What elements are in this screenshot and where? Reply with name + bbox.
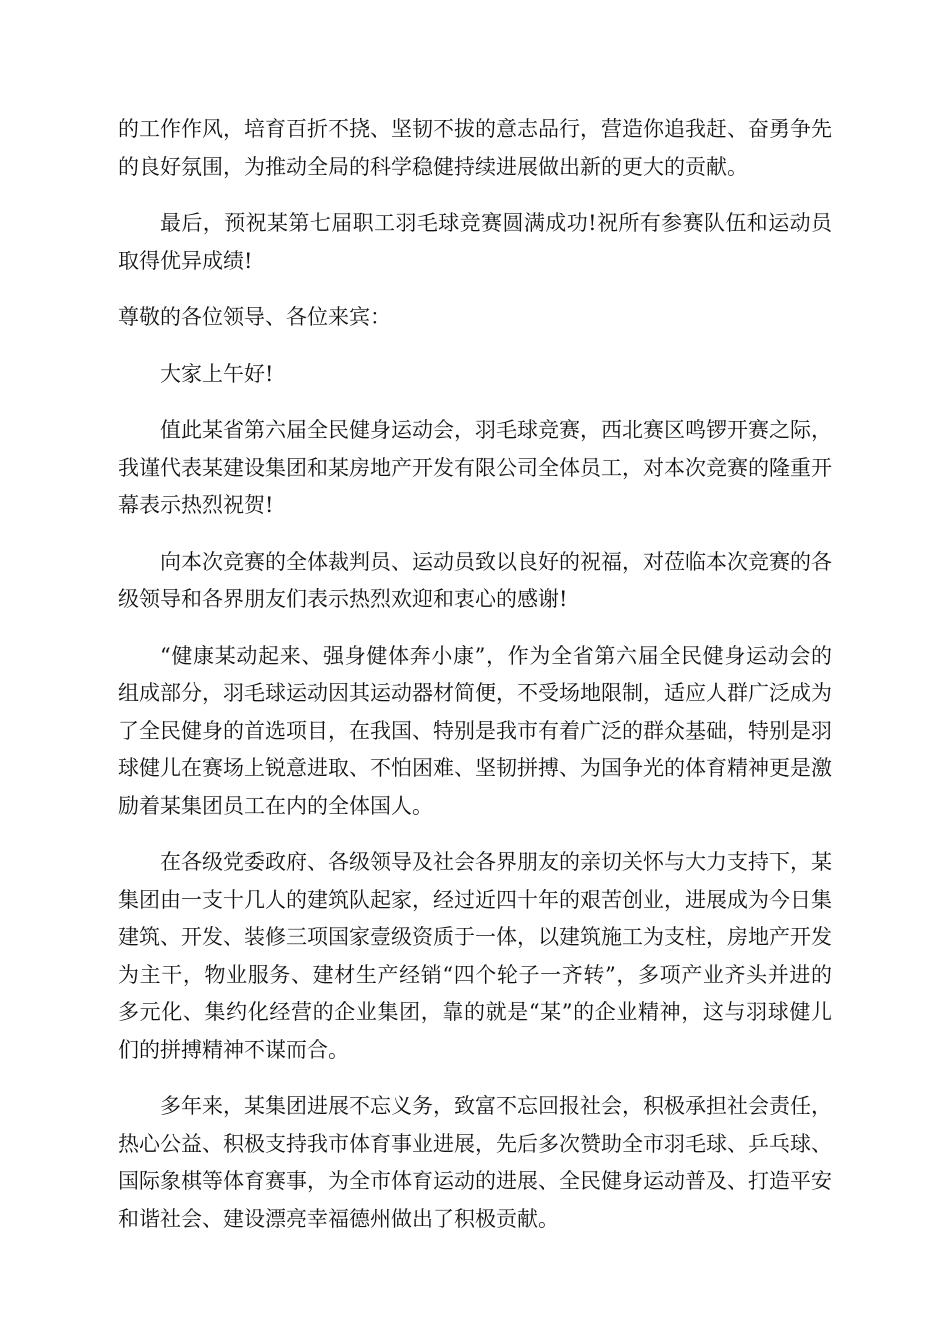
paragraph-badminton: “健康某动起来、强身健体奔小康”，作为全省第六届全民健身运动会的组成部分，羽毛球运动因其运动器材简便，不受场地限制，适应人群广泛成为了全民健身的首选项目，在我国、特别是我市有着广泛的群众基础，特别是羽球健儿在赛场上锐意进取、不怕困难、坚韧拼搏、为国争光的体育精神更是激励着某集团员工在内的全体国人。 — [118, 643, 832, 818]
paragraph-continuation: 的工作作风，培育百折不挠、坚韧不拔的意志品行，营造你追我赶、奋勇争先的良好氛围，为推动全局的科学稳健持续进展做出新的更大的贡献。 — [118, 117, 832, 179]
paragraph-social-responsibility: 多年来，某集团进展不忘义务，致富不忘回报社会，积极承担社会责任，热心公益、积极支持我市体育事业进展，先后多次赞助全市羽毛球、乒乓球、国际象棋等体育赛事，为全市体育运动的进展、全民健身运动普及、打造平安和谐社会、建设漂亮幸福德州做出了积极贡献。 — [118, 1094, 832, 1231]
paragraph-welcome: 向本次竞赛的全体裁判员、运动员致以良好的祝福，对莅临本次竞赛的各级领导和各界朋友们表示热烈欢迎和衷心的感谢! — [118, 549, 832, 611]
paragraph-opening: 值此某省第六届全民健身运动会，羽毛球竞赛，西北赛区鸣锣开赛之际，我谨代表某建设集团和某房地产开发有限公司全体员工，对本次竞赛的隆重开幕表示热烈祝贺! — [118, 418, 832, 517]
salutation: 尊敬的各位领导、各位来宾： — [118, 305, 391, 329]
paragraph-closing-wish: 最后，预祝某第七届职工羽毛球竞赛圆满成功!祝所有参赛队伍和运动员取得优异成绩! — [118, 211, 832, 273]
paragraph-company-history: 在各级党委政府、各级领导及社会各界朋友的亲切关怀与大力支持下，某集团由一支十几人的建筑队起家，经过近四十年的艰苦创业，进展成为今日集建筑、开发、装修三项国家壹级资质于一体，以建筑施工为支柱，房地产开发为主干，物业服务、建材生产经销“四个轮子一齐转”，多项产业齐头并进的多元化、集约化经营的企业集团，靠的就是“某”的企业精神，这与羽球健儿们的拼搏精神不谋而合。 — [118, 850, 832, 1062]
document-page — [118, 111, 832, 1257]
greeting: 大家上午好! — [160, 361, 274, 386]
